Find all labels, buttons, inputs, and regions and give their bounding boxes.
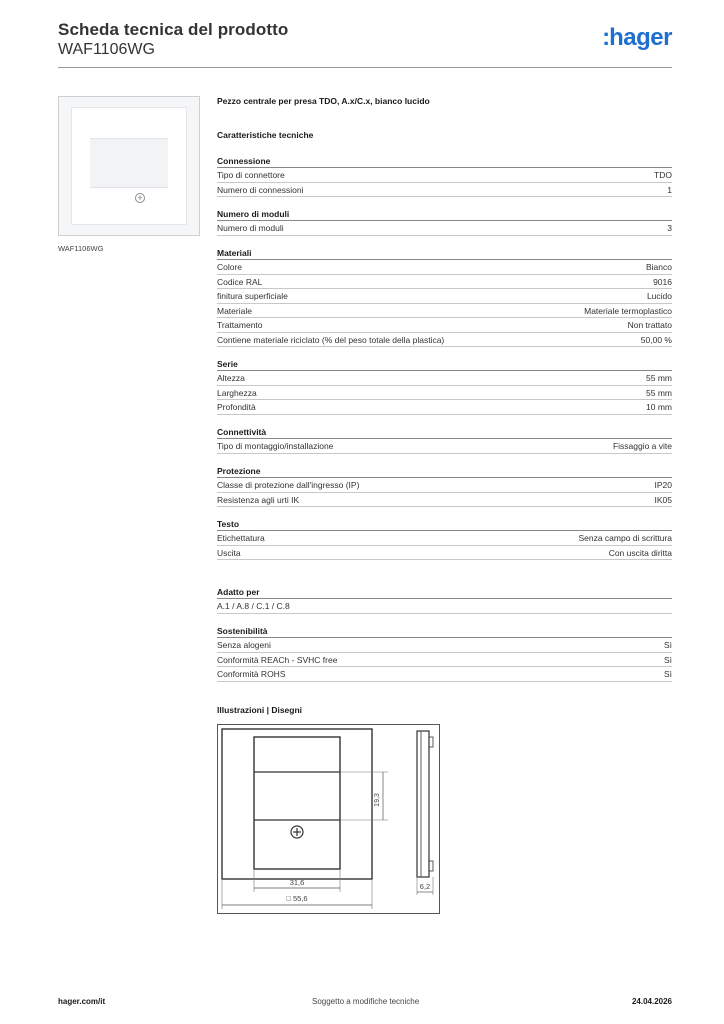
spec-row — [217, 667, 672, 682]
spec-value: Sì — [663, 669, 672, 679]
spec-row — [217, 531, 672, 546]
dim-depth-label: 6,2 — [419, 882, 431, 891]
section-adatto-per — [217, 587, 672, 614]
spec-value: TDO — [654, 170, 672, 180]
section-title: Connessione — [217, 156, 672, 168]
footer-date: 24.04.2026 — [631, 997, 672, 1006]
spec-value: Sì — [663, 654, 672, 665]
spec-row — [217, 260, 672, 275]
spec-label: Altezza — [217, 373, 245, 383]
spec-value: Fissaggio a vite — [612, 441, 672, 451]
side-view — [417, 731, 429, 877]
spec-label: finitura superficiale — [217, 291, 288, 301]
section-title: Numero di moduli — [217, 209, 672, 221]
spec-row — [217, 289, 672, 304]
spec-label: Classe di protezione dall'ingresso (IP) — [217, 480, 360, 490]
spec-row — [217, 478, 672, 493]
specs-heading: Caratteristiche tecniche — [217, 130, 314, 140]
section-title: Adatto per — [217, 587, 672, 599]
section-title: Materiali — [217, 248, 672, 260]
spec-row — [217, 371, 672, 386]
section-connettivita — [217, 427, 672, 454]
spec-label: Senza alogeni — [217, 640, 271, 650]
spec-value: Con uscita diritta — [608, 547, 672, 558]
section-sostenibilita — [217, 626, 672, 682]
spec-label: Tipo di montaggio/installazione — [217, 441, 334, 451]
spec-label: Tipo di connettore — [217, 170, 285, 180]
spec-row — [217, 183, 672, 198]
spec-row — [217, 546, 672, 561]
spec-row — [217, 638, 672, 653]
dim-width-outer-label: □ 55,6 — [286, 894, 308, 903]
product-plate — [71, 107, 187, 225]
product-code: WAF1106WG — [58, 41, 155, 58]
section-title: Sostenibilità — [217, 626, 672, 638]
hager-logo[interactable] — [602, 26, 672, 50]
footer-notice: Soggetto a modifiche tecniche — [312, 997, 420, 1006]
spec-label: Larghezza — [217, 387, 257, 398]
spec-row — [217, 653, 672, 668]
product-image — [58, 96, 200, 236]
spec-label: Trattamento — [217, 320, 263, 330]
front-view-frame — [222, 729, 372, 879]
spec-label: Contiene materiale riciclato (% del peso totale della plastica) — [217, 334, 445, 345]
spec-content — [217, 96, 672, 679]
spec-value: Non trattato — [627, 320, 672, 330]
spec-label: Conformità ROHS — [217, 669, 286, 679]
section-serie — [217, 359, 672, 415]
spec-label: Uscita — [217, 547, 241, 558]
spec-value: 10 mm — [646, 402, 672, 412]
spec-value: IK05 — [654, 494, 672, 505]
dim-height-label: 19,3 — [374, 793, 381, 807]
spec-row — [217, 275, 672, 290]
spec-row — [217, 168, 672, 183]
screw-icon: + — [135, 193, 145, 203]
spec-label: Colore — [217, 262, 243, 272]
logo-text: hager — [609, 24, 672, 51]
product-window — [90, 138, 168, 188]
spec-label: Resistenza agli urti IK — [217, 494, 300, 505]
section-connessione — [217, 156, 672, 197]
page-header — [58, 20, 672, 68]
section-protezione — [217, 466, 672, 507]
spec-value: IP20 — [654, 480, 672, 490]
spec-value: Senza campo di scrittura — [578, 533, 672, 543]
section-title: Protezione — [217, 466, 672, 478]
spec-row — [217, 304, 672, 319]
footer-website-link[interactable]: hager.com/it — [58, 997, 106, 1006]
spec-value: 1 — [667, 184, 672, 195]
spec-label: A.1 / A.8 / C.1 / C.8 — [217, 601, 290, 611]
spec-value: 3 — [667, 223, 672, 233]
section-numero-moduli — [217, 209, 672, 236]
spec-label: Numero di connessioni — [217, 184, 304, 195]
spec-row — [217, 439, 672, 454]
section-title: Serie — [217, 359, 672, 371]
spec-value: 55 mm — [646, 387, 672, 398]
spec-label: Conformità REACh - SVHC free — [217, 654, 338, 665]
spec-label: Numero di moduli — [217, 223, 284, 233]
spec-value: Bianco — [646, 262, 672, 272]
product-image-caption: WAF1106WG — [58, 244, 104, 253]
drawing-svg — [218, 725, 439, 913]
spec-row — [217, 400, 672, 415]
page-title: Scheda tecnica del prodotto — [58, 20, 289, 39]
spec-value: Materiale termoplastico — [584, 305, 672, 316]
spec-value: Sì — [663, 640, 672, 650]
spec-value: Lucido — [646, 291, 672, 301]
spec-label: Materiale — [217, 305, 252, 316]
spec-value: 55 mm — [646, 373, 672, 383]
spec-row — [217, 599, 672, 614]
section-materiali — [217, 248, 672, 347]
spec-label: Etichettatura — [217, 533, 265, 543]
logo-mark: : — [602, 24, 610, 51]
spec-value: 9016 — [653, 276, 672, 287]
spec-row — [217, 318, 672, 333]
technical-drawing — [217, 724, 440, 914]
spec-row — [217, 221, 672, 236]
spec-value: 50,00 % — [640, 334, 672, 345]
section-title: Testo — [217, 519, 672, 531]
spec-label: Codice RAL — [217, 276, 263, 287]
section-testo — [217, 519, 672, 560]
spec-row — [217, 386, 672, 401]
product-description: Pezzo centrale per presa TDO, A.x/C.x, bianco lucido — [217, 96, 430, 106]
spec-row — [217, 493, 672, 508]
illustrations-heading: Illustrazioni | Disegni — [217, 705, 303, 715]
spec-row — [217, 333, 672, 348]
spec-label: Profondità — [217, 402, 256, 412]
dim-width-inner-label: 31,6 — [289, 878, 305, 887]
section-title: Connettività — [217, 427, 672, 439]
front-view-insert — [254, 737, 340, 869]
